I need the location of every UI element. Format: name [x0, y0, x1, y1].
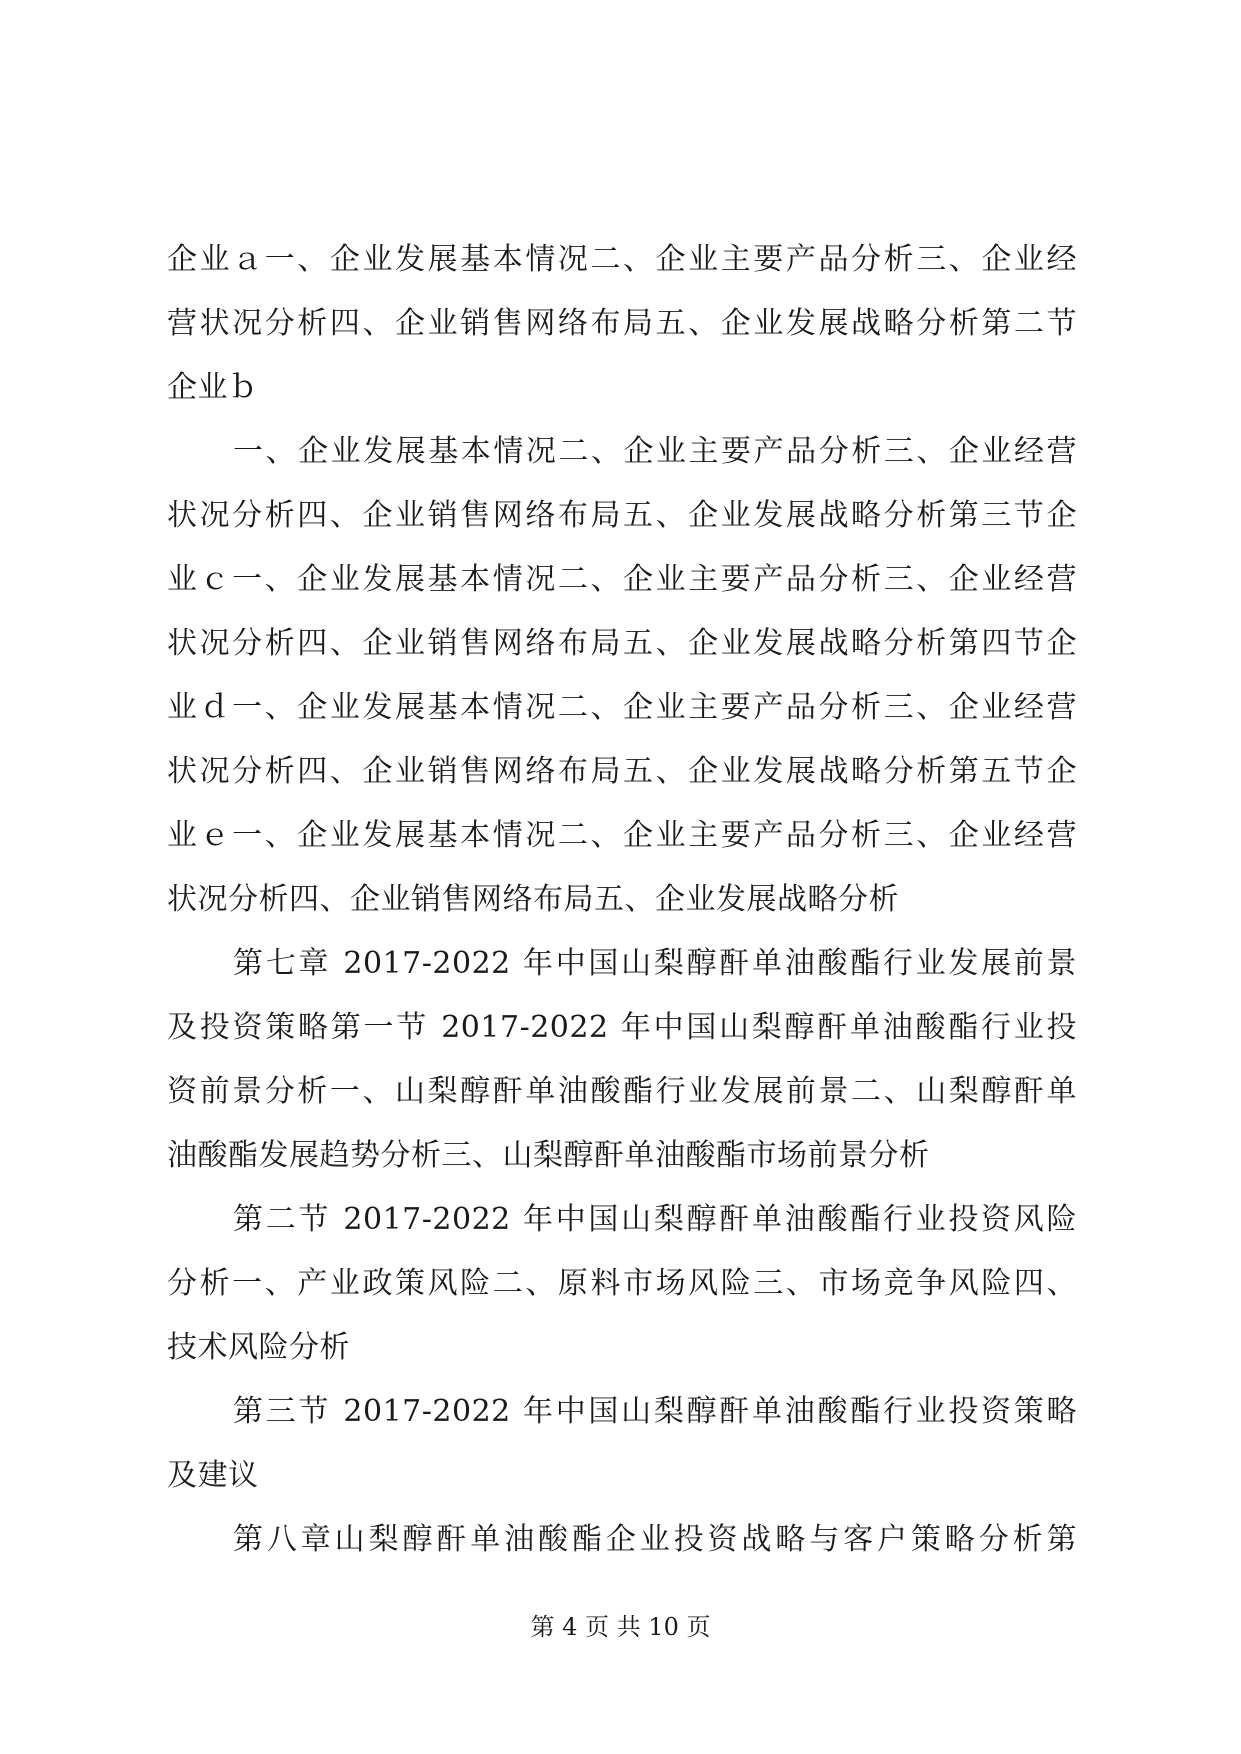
text-line: 第八章山梨醇酐单油酸酯企业投资战略与客户策略分析第: [233, 1522, 1077, 1557]
text-line: 第二节 2017-2022 年中国山梨醇酐单油酸酯行业投资风险: [233, 1202, 1077, 1237]
text-line: 技术风险分析: [167, 1330, 350, 1365]
page-number-label: 第 4 页 共 10 页: [530, 1613, 711, 1641]
text-line: 状况分析四、企业销售网络布局五、企业发展战略分析第三节企: [167, 498, 1077, 533]
body-text: [167, 228, 1077, 1572]
text-line: 营状况分析四、企业销售网络布局五、企业发展战略分析第二节: [167, 306, 1077, 341]
text-line: 状况分析四、企业销售网络布局五、企业发展战略分析第四节企: [167, 626, 1077, 661]
text-line: 企业ｂ: [167, 370, 259, 405]
text-line: 状况分析四、企业销售网络布局五、企业发展战略分析: [167, 882, 899, 917]
text-line: 及建议: [167, 1458, 259, 1493]
text-line: 第三节 2017-2022 年中国山梨醇酐单油酸酯行业投资策略: [233, 1394, 1077, 1429]
text-line: 状况分析四、企业销售网络布局五、企业发展战略分析第五节企: [167, 754, 1077, 789]
text-line: 第七章 2017-2022 年中国山梨醇酐单油酸酯行业发展前景: [233, 946, 1077, 981]
text-line: 分析一、产业政策风险二、原料市场风险三、市场竞争风险四、: [167, 1266, 1077, 1301]
text-line: 业ｃ一、企业发展基本情况二、企业主要产品分析三、企业经营: [167, 562, 1077, 597]
text-line: 业ｅ一、企业发展基本情况二、企业主要产品分析三、企业经营: [167, 818, 1077, 853]
text-line: 一、企业发展基本情况二、企业主要产品分析三、企业经营: [233, 434, 1077, 469]
text-line: 及投资策略第一节 2017-2022 年中国山梨醇酐单油酸酯行业投: [167, 1010, 1077, 1045]
text-line: 油酸酯发展趋势分析三、山梨醇酐单油酸酯市场前景分析: [167, 1138, 930, 1173]
page-footer: [0, 1612, 1241, 1642]
text-line: 资前景分析一、山梨醇酐单油酸酯行业发展前景二、山梨醇酐单: [167, 1074, 1077, 1109]
text-line: 业ｄ一、企业发展基本情况二、企业主要产品分析三、企业经营: [167, 690, 1077, 725]
text-line: 企业ａ一、企业发展基本情况二、企业主要产品分析三、企业经: [167, 242, 1077, 277]
